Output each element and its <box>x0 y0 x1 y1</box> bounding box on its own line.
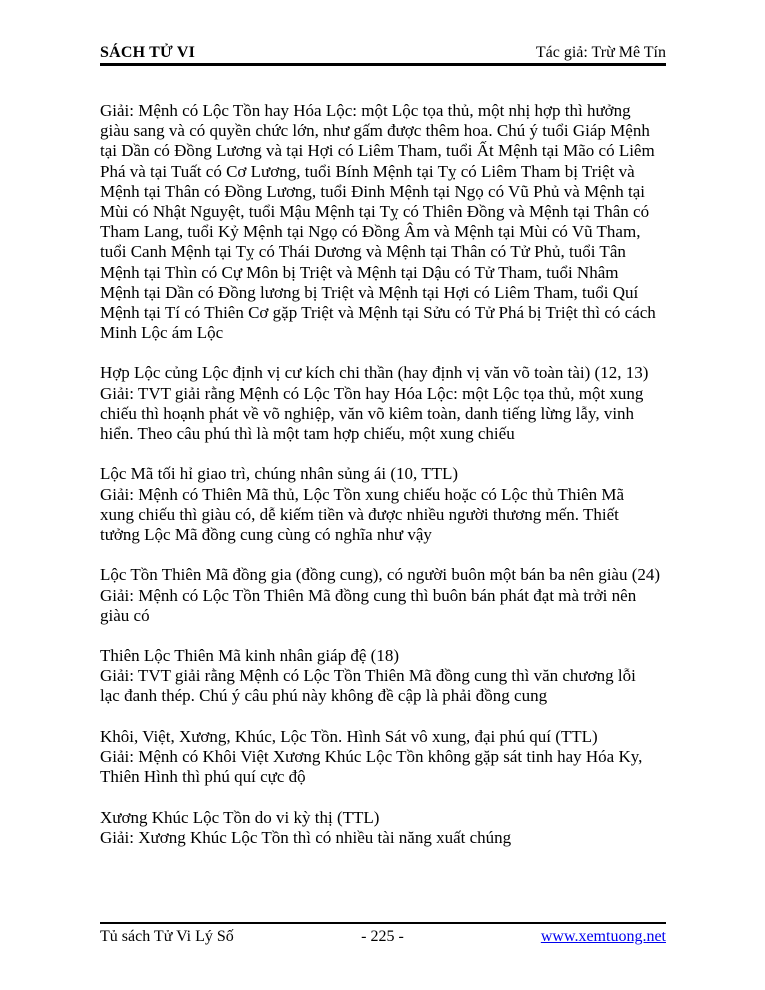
text-line: Lộc Mã tối hỉ giao trì, chúng nhân sủng ái (10, TTL) <box>100 464 459 484</box>
text-line: Mệnh tại Thân có Đồng Lương, tuổi Đinh Mệnh tại Ngọ có Vũ Phủ và Mệnh tại <box>100 181 645 201</box>
paragraph <box>100 727 666 788</box>
text-line: Mệnh tại Tí có Thiên Cơ gặp Triệt và Mệnh tại Sửu có Tử Phá bị Triệt thì có cách <box>100 302 656 322</box>
text-line: Hợp Lộc củng Lộc định vị cư kích chi thần (hay định vị văn võ toàn tài) (12, 13) <box>100 363 649 383</box>
text-line: Mệnh tại Thìn có Cự Môn bị Triệt và Mệnh tại Dậu có Tử Tham, tuổi Nhâm <box>100 262 619 282</box>
text-line: Giải: TVT giải rằng Mệnh có Lộc Tồn hay Hóa Lộc: một Lộc tọa thủ, một xung <box>100 383 644 403</box>
page-number: - 225 - <box>361 928 404 945</box>
book-title: SÁCH TỬ VI <box>100 44 196 61</box>
header-divider <box>100 63 666 66</box>
footer-divider <box>100 922 666 924</box>
text-line: Mùi có Nhật Nguyệt, tuổi Mậu Mệnh tại Tỵ có Thiên Đồng và Mệnh tại Thân có <box>100 201 650 221</box>
text-line: Lộc Tồn Thiên Mã đồng gia (đồng cung), có người buôn một bán ba nên giàu (24) <box>100 565 661 585</box>
text-line: Tham Lang, tuổi Kỷ Mệnh tại Ngọ có Đồng Âm và Mệnh tại Mùi có Vũ Tham, <box>100 222 641 242</box>
paragraph <box>100 565 666 626</box>
text-line: hiển. Theo câu phú thì là một tam hợp chiếu, một xung chiếu <box>100 424 515 443</box>
text-line: tưởng Lộc Mã đồng cung cùng có nghĩa như vậy <box>100 524 432 544</box>
text-line: chiếu thì hoạnh phát về võ nghiệp, văn võ kiêm toàn, danh tiếng lừng lẫy, vinh <box>100 403 635 423</box>
paragraph <box>100 101 666 343</box>
paragraph <box>100 363 666 444</box>
paragraph <box>100 808 666 848</box>
text-line: Giải: Mệnh có Lộc Tồn hay Hóa Lộc: một Lộc tọa thủ, một nhị hợp thì hưởng <box>100 101 631 120</box>
text-line: tuổi Canh Mệnh tại Tỵ có Thái Dương và Mệnh tại Thân có Tử Phủ, tuổi Tân <box>100 242 626 262</box>
paragraph <box>100 464 666 545</box>
text-line: tại Dần có Đồng Lương và tại Hợi có Liêm Tham, tuổi Ất Mệnh tại Mão có Liêm <box>100 141 655 161</box>
text-line: Khôi, Việt, Xương, Khúc, Lộc Tồn. Hình Sát vô xung, đại phú quí (TTL) <box>100 726 598 746</box>
text-line: Thiên Hình thì phú quí cực độ <box>100 767 306 787</box>
text-line: Xương Khúc Lộc Tồn do vi kỳ thị (TTL) <box>100 807 380 827</box>
text-line: xung chiếu thì giàu có, dễ kiếm tiền và được nhiều người thương mến. Thiết <box>100 504 619 524</box>
text-line: lạc đanh thép. Chú ý câu phú này không đề cập là phải đồng cung <box>100 686 548 706</box>
text-line: Giải: TVT giải rằng Mệnh có Lộc Tồn Thiên Mã đồng cung thì văn chương lỗi <box>100 666 636 686</box>
text-line: Thiên Lộc Thiên Mã kinh nhân giáp đệ (18) <box>100 646 399 666</box>
paragraph <box>100 646 666 707</box>
series-title: Tủ sách Tử Vi Lý Số <box>100 928 234 945</box>
text-line: Giải: Mệnh có Khôi Việt Xương Khúc Lộc Tồn không gặp sát tinh hay Hóa Ky, <box>100 747 643 766</box>
text-line: giàu sang và có quyền chức lớn, như gấm được thêm hoa. Chú ý tuổi Giáp Mệnh <box>100 121 650 141</box>
text-line: Giải: Mệnh có Thiên Mã thủ, Lộc Tồn xung chiếu hoặc có Lộc thủ Thiên Mã <box>100 484 625 504</box>
text-line: Phá và tại Tuất có Cơ Lương, tuổi Bính Mệnh tại Tỵ có Liêm Tham bị Triệt và <box>100 161 635 181</box>
text-line: Giải: Xương Khúc Lộc Tồn thì có nhiều tài năng xuất chúng <box>100 827 512 847</box>
text-line: Mệnh tại Dần có Đồng lương bị Triệt và Mệnh tại Hợi có Liêm Tham, tuổi Quí <box>100 282 639 302</box>
website-link[interactable]: www.xemtuong.net <box>540 928 666 945</box>
text-line: giàu có <box>100 605 150 625</box>
document-body <box>100 101 666 848</box>
author-credit: Tác giả: Trừ Mê Tín <box>535 44 666 61</box>
text-line: Minh Lộc ám Lộc <box>100 323 224 343</box>
text-line: Giải: Mệnh có Lộc Tồn Thiên Mã đồng cung thì buôn bán phát đạt mà trởi nên <box>100 585 637 605</box>
